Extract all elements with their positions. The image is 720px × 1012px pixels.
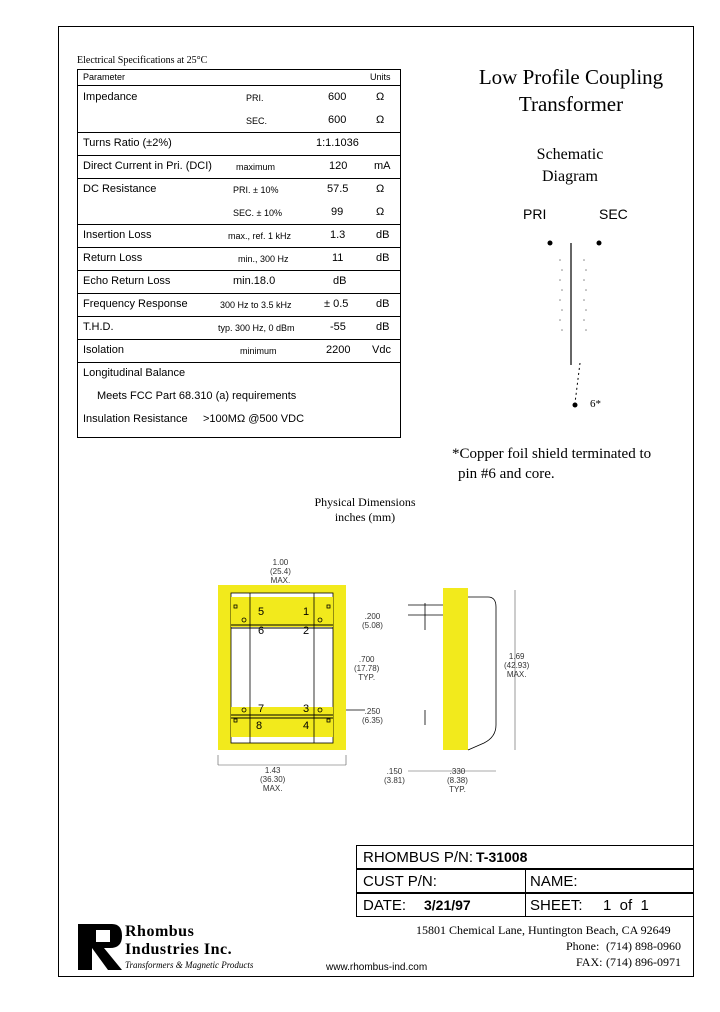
header-units: Units bbox=[370, 72, 391, 82]
company-name-1: Rhombus bbox=[125, 923, 195, 940]
cust-row bbox=[356, 869, 694, 893]
company-web[interactable]: www.rhombus-ind.com bbox=[326, 962, 428, 973]
dim-pin-height: .200 (5.08) bbox=[362, 612, 383, 630]
schematic-note: *Copper foil shield terminated to pin #6 and core. bbox=[452, 446, 652, 482]
company-address: 15801 Chemical Lane, Huntington Beach, CA 92649 bbox=[416, 923, 671, 937]
dim-bottom-pin: .250 (6.35) bbox=[362, 707, 383, 725]
company-name-2: Industries Inc. bbox=[125, 941, 233, 958]
fax-value: (714) 896-0971 bbox=[606, 955, 681, 969]
name-label: NAME: bbox=[530, 873, 578, 890]
sheet-label: SHEET: bbox=[530, 897, 583, 914]
pin-2: 2 bbox=[303, 625, 310, 637]
spec-caption: Electrical Specifications at 25°C bbox=[77, 55, 208, 66]
cust-label: CUST P/N: bbox=[363, 873, 437, 890]
side-view-drawing bbox=[400, 585, 530, 785]
pin-4: 4 bbox=[303, 720, 310, 732]
product-title: Low Profile Coupling Transformer bbox=[478, 65, 664, 116]
phone-label: Phone: bbox=[566, 939, 600, 953]
dim-width-top: 1.00 (25.4) MAX. bbox=[270, 558, 291, 585]
dim-spacing: .700 (17.78) TYP. bbox=[354, 655, 380, 682]
date-row bbox=[356, 893, 694, 917]
header-parameter: Parameter bbox=[83, 72, 126, 82]
pn-value: T-31008 bbox=[476, 849, 528, 865]
pin-5: 5 bbox=[258, 606, 265, 618]
pn-row bbox=[356, 845, 694, 869]
pin-1: 1 bbox=[303, 606, 310, 618]
date-label: DATE: bbox=[363, 897, 407, 914]
schematic-title: Schematic Diagram bbox=[536, 146, 604, 185]
dim-height: 1.69 (42.93) MAX. bbox=[504, 652, 530, 679]
dim-body: .330 (8.38) TYP. bbox=[447, 767, 468, 794]
spec-table: Parameter Units Impedance PRI. 600 Ω SEC. 600 Ω Turns Ratio (±2%) 1:1.1036 Direct Current in Pri. (DCI) maximum 120 mA DC Resistance PRI. ± 10% 57.5 Ω SEC. ± 10% 99 Ω Insertion Loss max., ref. 1 kHz 1.3 dB Return Loss min., 300 Hz 11 dB Echo Return Loss min.18.0 dB Frequency Response 300 Hz to 3.5 kHz ± 0.5 dB T.H.D. typ. 300 Hz, 0 dBm -55 dB Isolation minimum 2200 Vdc Longitudinal Balance Meets FCC Part 68.310 (a) requirements Insulation Resistance >100MΩ @500 VDC bbox=[77, 69, 401, 438]
pn-label: RHOMBUS P/N: bbox=[363, 849, 474, 866]
pin-7: 7 bbox=[258, 703, 265, 715]
pri-label: PRI bbox=[523, 206, 547, 222]
sec-label: SEC bbox=[599, 206, 628, 222]
sheet-value: 1 of 1 bbox=[603, 897, 649, 914]
date-value: 3/21/97 bbox=[424, 897, 471, 913]
shield-pin-label: 6* bbox=[590, 398, 601, 410]
fax-label: FAX: bbox=[576, 955, 603, 969]
pin-6: 6 bbox=[258, 625, 265, 637]
physical-title: Physical Dimensions inches (mm) bbox=[314, 495, 416, 524]
pin-3: 3 bbox=[303, 703, 310, 715]
pin-8: 8 bbox=[256, 720, 263, 732]
phone-value: (714) 898-0960 bbox=[606, 939, 681, 953]
dim-width-bottom: 1.43 (36.30) MAX. bbox=[260, 766, 286, 793]
schematic-diagram bbox=[470, 225, 680, 425]
company-tagline: Transformers & Magnetic Products bbox=[125, 960, 254, 970]
dim-lead: .150 (3.81) bbox=[384, 767, 405, 785]
company-logo-icon bbox=[78, 924, 122, 970]
